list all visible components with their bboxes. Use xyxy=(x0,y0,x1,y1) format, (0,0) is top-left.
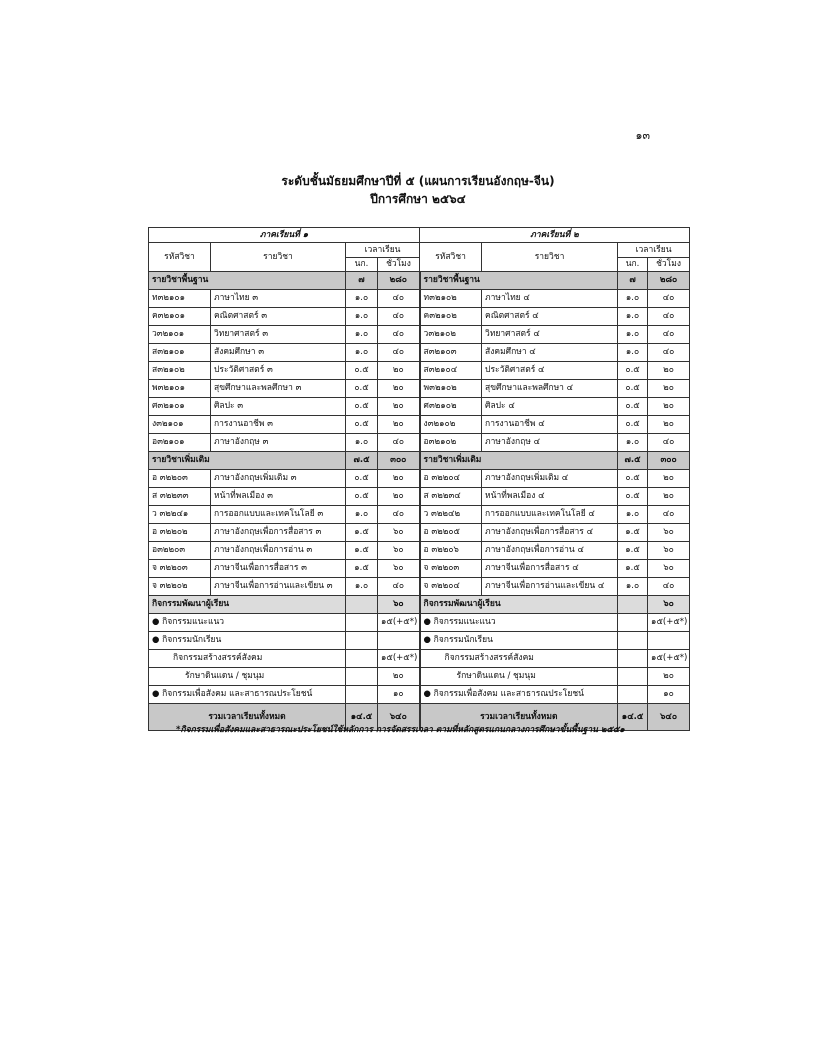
subject-code: ส ๓๒๒๓๔ xyxy=(420,488,482,506)
subject-code: ว ๓๒๒๔๑ xyxy=(149,506,211,524)
subject-credits: ๑.๐ xyxy=(346,506,378,524)
subject-hours: ๖๐ xyxy=(648,542,690,560)
term1-header: ภาคเรียนที่ ๑ xyxy=(149,228,420,243)
subject-row xyxy=(149,470,690,488)
section-label: กิจกรรมพัฒนาผู้เรียน xyxy=(420,596,618,614)
subject-code: ว๓๒๑๐๑ xyxy=(149,326,211,344)
subject-name: วิทยาศาสตร์ ๔ xyxy=(482,326,618,344)
total-label: รวมเวลาเรียนทั้งหมด xyxy=(420,704,618,731)
activity-hours: ๒๐ xyxy=(378,668,420,686)
subject-hours: ๔๐ xyxy=(378,344,420,362)
subject-hours: ๖๐ xyxy=(648,560,690,578)
basic-section-row xyxy=(149,272,690,290)
subject-name: ภาษาอังกฤษเพื่อการสื่อสาร ๔ xyxy=(482,524,618,542)
subject-hours: ๒๐ xyxy=(648,398,690,416)
subject-credits: ๐.๕ xyxy=(618,380,648,398)
subject-name: ศิลปะ ๓ xyxy=(211,398,346,416)
subject-hours: ๔๐ xyxy=(648,308,690,326)
territorial-activity-row xyxy=(149,668,690,686)
subject-name: ภาษาอังกฤษเพิ่มเติม ๔ xyxy=(482,470,618,488)
curriculum-table xyxy=(148,227,690,731)
subject-credits: ๐.๕ xyxy=(618,488,648,506)
subject-hours: ๔๐ xyxy=(378,308,420,326)
subject-hours: ๔๐ xyxy=(378,434,420,452)
subject-name: ภาษาอังกฤษเพิ่มเติม ๓ xyxy=(211,470,346,488)
academic-year-title: ปีการศึกษา ๒๕๖๔ xyxy=(370,192,466,206)
subject-hours: ๒๐ xyxy=(648,380,690,398)
subject-code: ศ๓๒๑๐๒ xyxy=(420,398,482,416)
subject-code: ส ๓๒๒๓๓ xyxy=(149,488,211,506)
subject-hours: ๖๐ xyxy=(378,524,420,542)
section-label: รายวิชาเพิ่มเติม xyxy=(420,452,618,470)
additional-section-row xyxy=(149,452,690,470)
subject-hours: ๒๐ xyxy=(378,380,420,398)
total-label: รวมเวลาเรียนทั้งหมด xyxy=(149,704,346,731)
subject-name: ประวัติศาสตร์ ๔ xyxy=(482,362,618,380)
subject-header: รายวิชา xyxy=(211,243,346,272)
subject-code: ศ๓๒๑๐๑ xyxy=(149,398,211,416)
section-hours: ๓๐๐ xyxy=(378,452,420,470)
activity-hours: ๒๐ xyxy=(648,668,690,686)
subject-code: อ ๓๒๒๐๔ xyxy=(420,470,482,488)
subject-name: ภาษาจีนเพื่อการสื่อสาร ๔ xyxy=(482,560,618,578)
subject-name: ภาษาอังกฤษเพื่อการอ่าน ๓ xyxy=(211,542,346,560)
subject-name: ภาษาอังกฤษเพื่อการอ่าน ๔ xyxy=(482,542,618,560)
subject-name: ภาษาไทย ๓ xyxy=(211,290,346,308)
credits-header: นก. xyxy=(346,258,378,272)
activity-label: ● กิจกรรมแนะแนว xyxy=(420,614,618,632)
subject-hours: ๔๐ xyxy=(378,326,420,344)
subject-row xyxy=(149,434,690,452)
code-header: รหัสวิชา xyxy=(420,243,482,272)
subject-credits: ๑.๕ xyxy=(346,560,378,578)
subject-code: ว๓๒๑๐๒ xyxy=(420,326,482,344)
subject-hours: ๔๐ xyxy=(378,506,420,524)
subject-credits: ๑.๐ xyxy=(618,506,648,524)
section-label: กิจกรรมพัฒนาผู้เรียน xyxy=(149,596,346,614)
activity-label: ● กิจกรรมเพื่อสังคม และสาธารณประโยชน์ xyxy=(149,686,346,704)
subject-name: หน้าที่พลเมือง ๓ xyxy=(211,488,346,506)
subject-code: พ๓๒๑๐๒ xyxy=(420,380,482,398)
empty-cell xyxy=(378,632,420,650)
subject-name: คณิตศาสตร์ ๔ xyxy=(482,308,618,326)
study-time-header: เวลาเรียน xyxy=(346,243,420,258)
student-activity-row xyxy=(149,632,690,650)
subject-name: ภาษาจีนเพื่อการสื่อสาร ๓ xyxy=(211,560,346,578)
activity-label: ● กิจกรรมแนะแนว xyxy=(149,614,346,632)
empty-cell xyxy=(618,668,648,686)
subject-code: ส๓๒๑๐๒ xyxy=(149,362,211,380)
subject-name: สังคมศึกษา ๔ xyxy=(482,344,618,362)
subject-row xyxy=(149,506,690,524)
term-header-row xyxy=(149,228,690,243)
subject-code: อ ๓๒๒๐๓ xyxy=(149,470,211,488)
subject-credits: ๑.๐ xyxy=(346,326,378,344)
social-activity-row xyxy=(149,686,690,704)
creative-activity-row xyxy=(149,650,690,668)
subject-row xyxy=(149,344,690,362)
section-hours: ๒๘๐ xyxy=(378,272,420,290)
activity-label: รักษาดินแดน / ชุมนุม xyxy=(149,668,346,686)
subject-name: สังคมศึกษา ๓ xyxy=(211,344,346,362)
section-credits: ๗.๕ xyxy=(618,452,648,470)
activity-label: กิจกรรมสร้างสรรค์สังคม xyxy=(420,650,618,668)
subject-hours: ๔๐ xyxy=(648,290,690,308)
subject-hours: ๖๐ xyxy=(648,524,690,542)
subject-credits: ๑.๕ xyxy=(618,524,648,542)
subject-name: ภาษาอังกฤษ ๔ xyxy=(482,434,618,452)
activity-label: รักษาดินแดน / ชุมนุม xyxy=(420,668,618,686)
subject-credits: ๑.๐ xyxy=(618,578,648,596)
subject-credits: ๐.๕ xyxy=(346,470,378,488)
column-header-row xyxy=(149,243,690,258)
subject-credits: ๐.๕ xyxy=(618,362,648,380)
credits-header: นก. xyxy=(618,258,648,272)
code-header: รหัสวิชา xyxy=(149,243,211,272)
subject-name: การงานอาชีพ ๓ xyxy=(211,416,346,434)
empty-cell xyxy=(346,650,378,668)
subject-credits: ๐.๕ xyxy=(346,398,378,416)
subject-hours: ๒๐ xyxy=(378,416,420,434)
subject-credits: ๑.๐ xyxy=(618,434,648,452)
activity-hours: ๑๕(+๕*) xyxy=(378,614,420,632)
subject-credits: ๑.๕ xyxy=(346,524,378,542)
subject-name: การออกแบบและเทคโนโลยี ๔ xyxy=(482,506,618,524)
empty-cell xyxy=(346,668,378,686)
subject-code: อ๓๒๒๐๓ xyxy=(149,542,211,560)
subject-credits: ๐.๕ xyxy=(618,470,648,488)
subject-hours: ๒๐ xyxy=(648,362,690,380)
subject-credits: ๑.๐ xyxy=(346,434,378,452)
subject-name: ภาษาจีนเพื่อการอ่านและเขียน ๔ xyxy=(482,578,618,596)
subject-row xyxy=(149,560,690,578)
subject-row xyxy=(149,542,690,560)
subject-code: ท๓๒๑๐๑ xyxy=(149,290,211,308)
subject-code: จ ๓๒๒๐๓ xyxy=(420,560,482,578)
subject-hours: ๔๐ xyxy=(648,434,690,452)
subject-code: ค๓๒๑๐๒ xyxy=(420,308,482,326)
footnote: *กิจกรรมเพื่อสังคมและสาธารณะประโยชน์ใช้หลักการ การจัดสรรเวลา ตามที่หลักสูตรแกนกลางการศึกษาขั้นพื้นฐาน ๒๕๕๑ xyxy=(176,725,625,735)
subject-credits: ๑.๐ xyxy=(346,290,378,308)
subject-code: ส๓๒๑๐๑ xyxy=(149,344,211,362)
subject-code: ง๓๒๑๐๒ xyxy=(420,416,482,434)
subject-hours: ๒๐ xyxy=(378,488,420,506)
subject-code: พ๓๒๑๐๑ xyxy=(149,380,211,398)
subject-row xyxy=(149,398,690,416)
subject-name: สุขศึกษาและพลศึกษา ๓ xyxy=(211,380,346,398)
subject-name: การออกแบบและเทคโนโลยี ๓ xyxy=(211,506,346,524)
empty-cell xyxy=(618,596,648,614)
subject-row xyxy=(149,326,690,344)
hours-header: ชั่วโมง xyxy=(378,258,420,272)
subject-code: ท๓๒๑๐๒ xyxy=(420,290,482,308)
empty-cell xyxy=(346,686,378,704)
empty-cell xyxy=(346,614,378,632)
subject-row xyxy=(149,290,690,308)
subject-hours: ๒๐ xyxy=(378,362,420,380)
subject-row xyxy=(149,308,690,326)
section-hours: ๖๐ xyxy=(648,596,690,614)
section-credits: ๗ xyxy=(618,272,648,290)
subject-credits: ๑.๕ xyxy=(346,542,378,560)
section-credits: ๗.๕ xyxy=(346,452,378,470)
subject-credits: ๐.๕ xyxy=(346,416,378,434)
subject-credits: ๑.๐ xyxy=(618,308,648,326)
subject-hours: ๖๐ xyxy=(378,542,420,560)
subject-name: การงานอาชีพ ๔ xyxy=(482,416,618,434)
subject-name: ภาษาอังกฤษ ๓ xyxy=(211,434,346,452)
subject-credits: ๑.๐ xyxy=(618,344,648,362)
subject-code: จ ๓๒๒๐๔ xyxy=(420,578,482,596)
subject-code: ค๓๒๑๐๑ xyxy=(149,308,211,326)
empty-cell xyxy=(618,614,648,632)
activity-hours: ๑๕(+๕*) xyxy=(648,614,690,632)
subject-credits: ๐.๕ xyxy=(618,416,648,434)
guidance-row xyxy=(149,614,690,632)
subject-hours: ๔๐ xyxy=(648,506,690,524)
activity-label: ● กิจกรรมนักเรียน xyxy=(149,632,346,650)
subject-hours: ๒๐ xyxy=(378,398,420,416)
hours-header: ชั่วโมง xyxy=(648,258,690,272)
empty-cell xyxy=(618,632,648,650)
subject-name: ภาษาจีนเพื่อการอ่านและเขียน ๓ xyxy=(211,578,346,596)
section-hours: ๓๐๐ xyxy=(648,452,690,470)
empty-cell xyxy=(346,632,378,650)
subject-credits: ๑.๐ xyxy=(618,326,648,344)
subject-hours: ๒๐ xyxy=(648,488,690,506)
subject-row xyxy=(149,380,690,398)
section-credits: ๗ xyxy=(346,272,378,290)
activities-section-row xyxy=(149,596,690,614)
subject-code: อ๓๒๑๐๑ xyxy=(149,434,211,452)
subject-credits: ๑.๐ xyxy=(346,344,378,362)
term2-header: ภาคเรียนที่ ๒ xyxy=(420,228,690,243)
empty-cell xyxy=(618,686,648,704)
subject-code: อ ๓๒๒๐๒ xyxy=(149,524,211,542)
subject-row xyxy=(149,362,690,380)
subject-hours: ๔๐ xyxy=(648,344,690,362)
subject-name: ภาษาไทย ๔ xyxy=(482,290,618,308)
activity-hours: ๑๐ xyxy=(648,686,690,704)
subject-hours: ๔๐ xyxy=(378,578,420,596)
page-number: ๑๓ xyxy=(635,129,650,142)
subject-credits: ๑.๐ xyxy=(346,308,378,326)
subject-credits: ๐.๕ xyxy=(346,362,378,380)
subject-hours: ๖๐ xyxy=(378,560,420,578)
empty-cell xyxy=(618,650,648,668)
subject-hours: ๔๐ xyxy=(648,578,690,596)
total-credits: ๑๔.๕ xyxy=(346,704,378,731)
subject-row xyxy=(149,524,690,542)
section-hours: ๒๘๐ xyxy=(648,272,690,290)
subject-hours: ๔๐ xyxy=(648,326,690,344)
subject-name: สุขศึกษาและพลศึกษา ๔ xyxy=(482,380,618,398)
subject-hours: ๒๐ xyxy=(648,416,690,434)
activity-label: ● กิจกรรมเพื่อสังคม และสาธารณประโยชน์ xyxy=(420,686,618,704)
subject-code: อ ๓๒๒๐๖ xyxy=(420,542,482,560)
subject-code: ง๓๒๑๐๑ xyxy=(149,416,211,434)
subject-row xyxy=(149,578,690,596)
section-label: รายวิชาพื้นฐาน xyxy=(149,272,346,290)
subject-name: หน้าที่พลเมือง ๔ xyxy=(482,488,618,506)
subject-name: คณิตศาสตร์ ๓ xyxy=(211,308,346,326)
total-credits: ๑๔.๕ xyxy=(618,704,648,731)
subject-credits: ๑.๐ xyxy=(618,290,648,308)
total-hours: ๖๔๐ xyxy=(378,704,420,731)
subject-credits: ๐.๕ xyxy=(346,488,378,506)
activity-label: กิจกรรมสร้างสรรค์สังคม xyxy=(149,650,346,668)
page-title: ระดับชั้นมัธยมศึกษาปีที่ ๕ (แผนการเรียนอังกฤษ-จีน) xyxy=(281,174,555,188)
subject-credits: ๑.๕ xyxy=(618,542,648,560)
subject-hours: ๒๐ xyxy=(378,470,420,488)
subject-credits: ๐.๕ xyxy=(618,398,648,416)
subject-code: จ ๓๒๒๐๓ xyxy=(149,560,211,578)
activity-hours: ๑๐ xyxy=(378,686,420,704)
total-hours: ๖๔๐ xyxy=(648,704,690,731)
activity-label: ● กิจกรรมนักเรียน xyxy=(420,632,618,650)
empty-cell xyxy=(346,596,378,614)
subject-name: ภาษาอังกฤษเพื่อการสื่อสาร ๓ xyxy=(211,524,346,542)
subject-code: อ ๓๒๒๐๕ xyxy=(420,524,482,542)
subject-name: ศิลปะ ๔ xyxy=(482,398,618,416)
subject-name: ประวัติศาสตร์ ๓ xyxy=(211,362,346,380)
section-hours: ๖๐ xyxy=(378,596,420,614)
subject-name: วิทยาศาสตร์ ๓ xyxy=(211,326,346,344)
subject-hours: ๔๐ xyxy=(378,290,420,308)
section-label: รายวิชาเพิ่มเติม xyxy=(149,452,346,470)
subject-code: ส๓๒๑๐๓ xyxy=(420,344,482,362)
subject-credits: ๑.๐ xyxy=(346,578,378,596)
subject-code: อ๓๒๑๐๒ xyxy=(420,434,482,452)
subject-row xyxy=(149,416,690,434)
section-label: รายวิชาพื้นฐาน xyxy=(420,272,618,290)
subject-header: รายวิชา xyxy=(482,243,618,272)
subject-credits: ๑.๕ xyxy=(618,560,648,578)
subject-code: จ ๓๒๒๐๒ xyxy=(149,578,211,596)
subject-row xyxy=(149,488,690,506)
activity-hours: ๑๕(+๕*) xyxy=(648,650,690,668)
subject-credits: ๐.๕ xyxy=(346,380,378,398)
subject-code: ส๓๒๑๐๔ xyxy=(420,362,482,380)
activity-hours: ๑๕(+๕*) xyxy=(378,650,420,668)
empty-cell xyxy=(648,632,690,650)
study-time-header: เวลาเรียน xyxy=(618,243,690,258)
subject-code: ว ๓๒๒๔๒ xyxy=(420,506,482,524)
subject-hours: ๒๐ xyxy=(648,470,690,488)
